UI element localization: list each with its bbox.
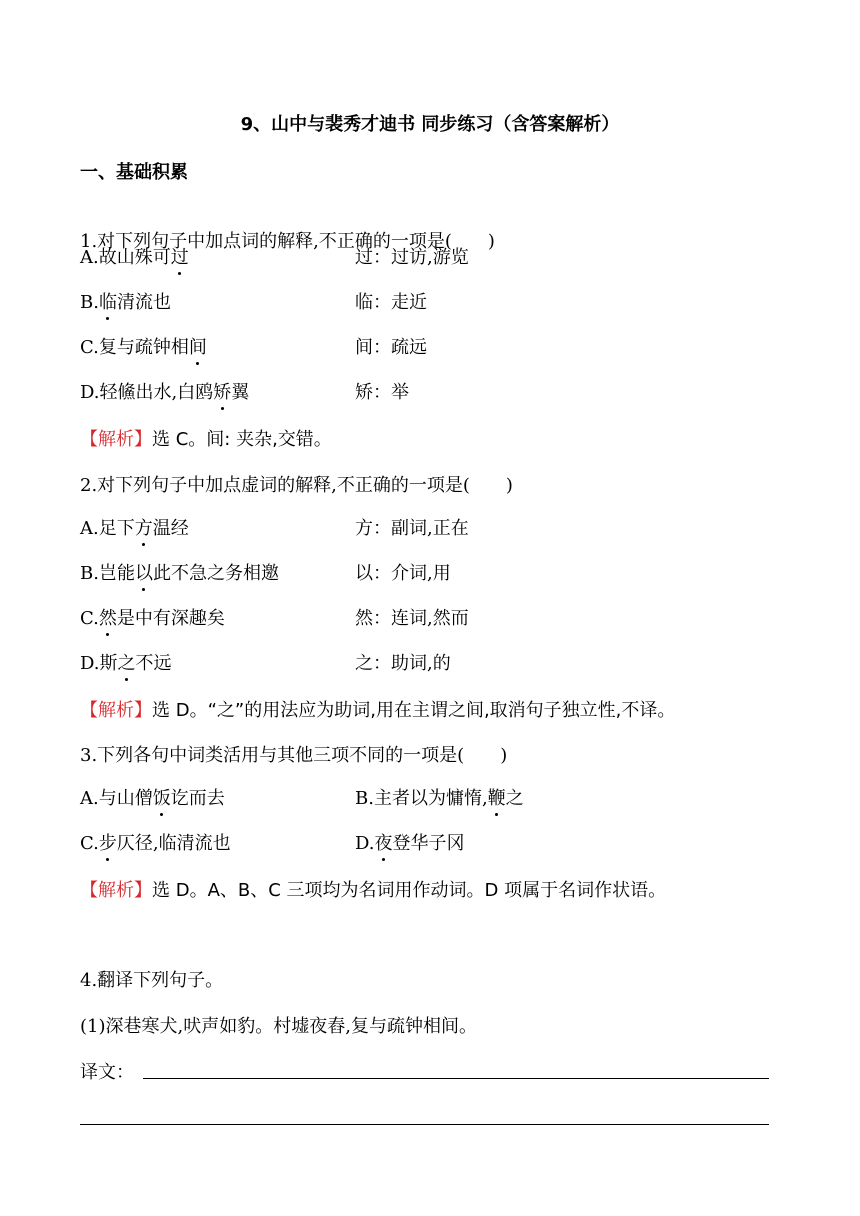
answer-line[interactable] <box>80 1124 769 1125</box>
q1-stem: 1.对下列句子中加点词的解释,不正确的一项是( ) <box>80 231 495 252</box>
q2-option-d-explanation: 之：助词,的 <box>355 653 451 674</box>
q1-option-d-explanation: 矫：举 <box>355 382 409 403</box>
translation-label: 译文： <box>80 1062 134 1083</box>
q2-option-a: A.足下方温经 <box>80 516 189 542</box>
q4-stem: 4.翻译下列句子。 <box>80 970 224 991</box>
q2-option-a-explanation: 方：副词,正在 <box>355 518 469 539</box>
q1-option-b-explanation: 临：走近 <box>355 292 427 313</box>
q3-option-b: B.主者以为慵惰,鞭之 <box>355 786 524 812</box>
q1-option-a: A.故山殊可过 <box>80 245 189 271</box>
q2-option-c: C.然是中有深趣矣 <box>80 606 225 632</box>
q3-option-a: A.与山僧饭讫而去 <box>80 786 225 812</box>
q1-option-c-explanation: 间：疏远 <box>355 337 427 358</box>
q1-option-c: C.复与疏钟相间 <box>80 335 207 361</box>
q4-sub1: (1)深巷寒犬,吠声如豹。村墟夜舂,复与疏钟相间。 <box>80 1016 477 1037</box>
analysis-tag: 【解析】 <box>80 700 152 721</box>
q2-option-b: B.岂能以此不急之务相邀 <box>80 561 279 587</box>
section-heading: 一、基础积累 <box>80 162 188 183</box>
page-title: 9、山中与裴秀才迪书 同步练习（含答案解析） <box>240 114 620 135</box>
q2-analysis: 【解析】选 D。“之”的用法应为助词,用在主谓之间,取消句子独立性,不译。 <box>80 700 676 721</box>
analysis-tag: 【解析】 <box>80 880 152 901</box>
q3-stem: 3.下列各句中词类活用与其他三项不同的一项是( ) <box>80 745 508 766</box>
q2-option-b-explanation: 以：介词,用 <box>355 563 451 584</box>
q1-option-a-explanation: 过：过访,游览 <box>355 247 469 268</box>
q1-option-b: B.临清流也 <box>80 290 171 316</box>
q1-analysis: 【解析】选 C。间: 夹杂,交错。 <box>80 429 332 450</box>
q2-option-d: D.斯之不远 <box>80 651 172 677</box>
q3-analysis: 【解析】选 D。A、B、C 三项均为名词用作动词。D 项属于名词作状语。 <box>80 880 667 901</box>
q1-option-d: D.轻鯈出水,白鸥矫翼 <box>80 380 249 406</box>
analysis-tag: 【解析】 <box>80 429 152 450</box>
q3-option-c: C.步仄径,临清流也 <box>80 831 231 857</box>
q2-option-c-explanation: 然：连词,然而 <box>355 608 469 629</box>
q3-option-d: D.夜登华子冈 <box>355 831 465 857</box>
q2-stem: 2.对下列句子中加点虚词的解释,不正确的一项是( ) <box>80 475 513 496</box>
answer-line[interactable] <box>143 1078 769 1079</box>
